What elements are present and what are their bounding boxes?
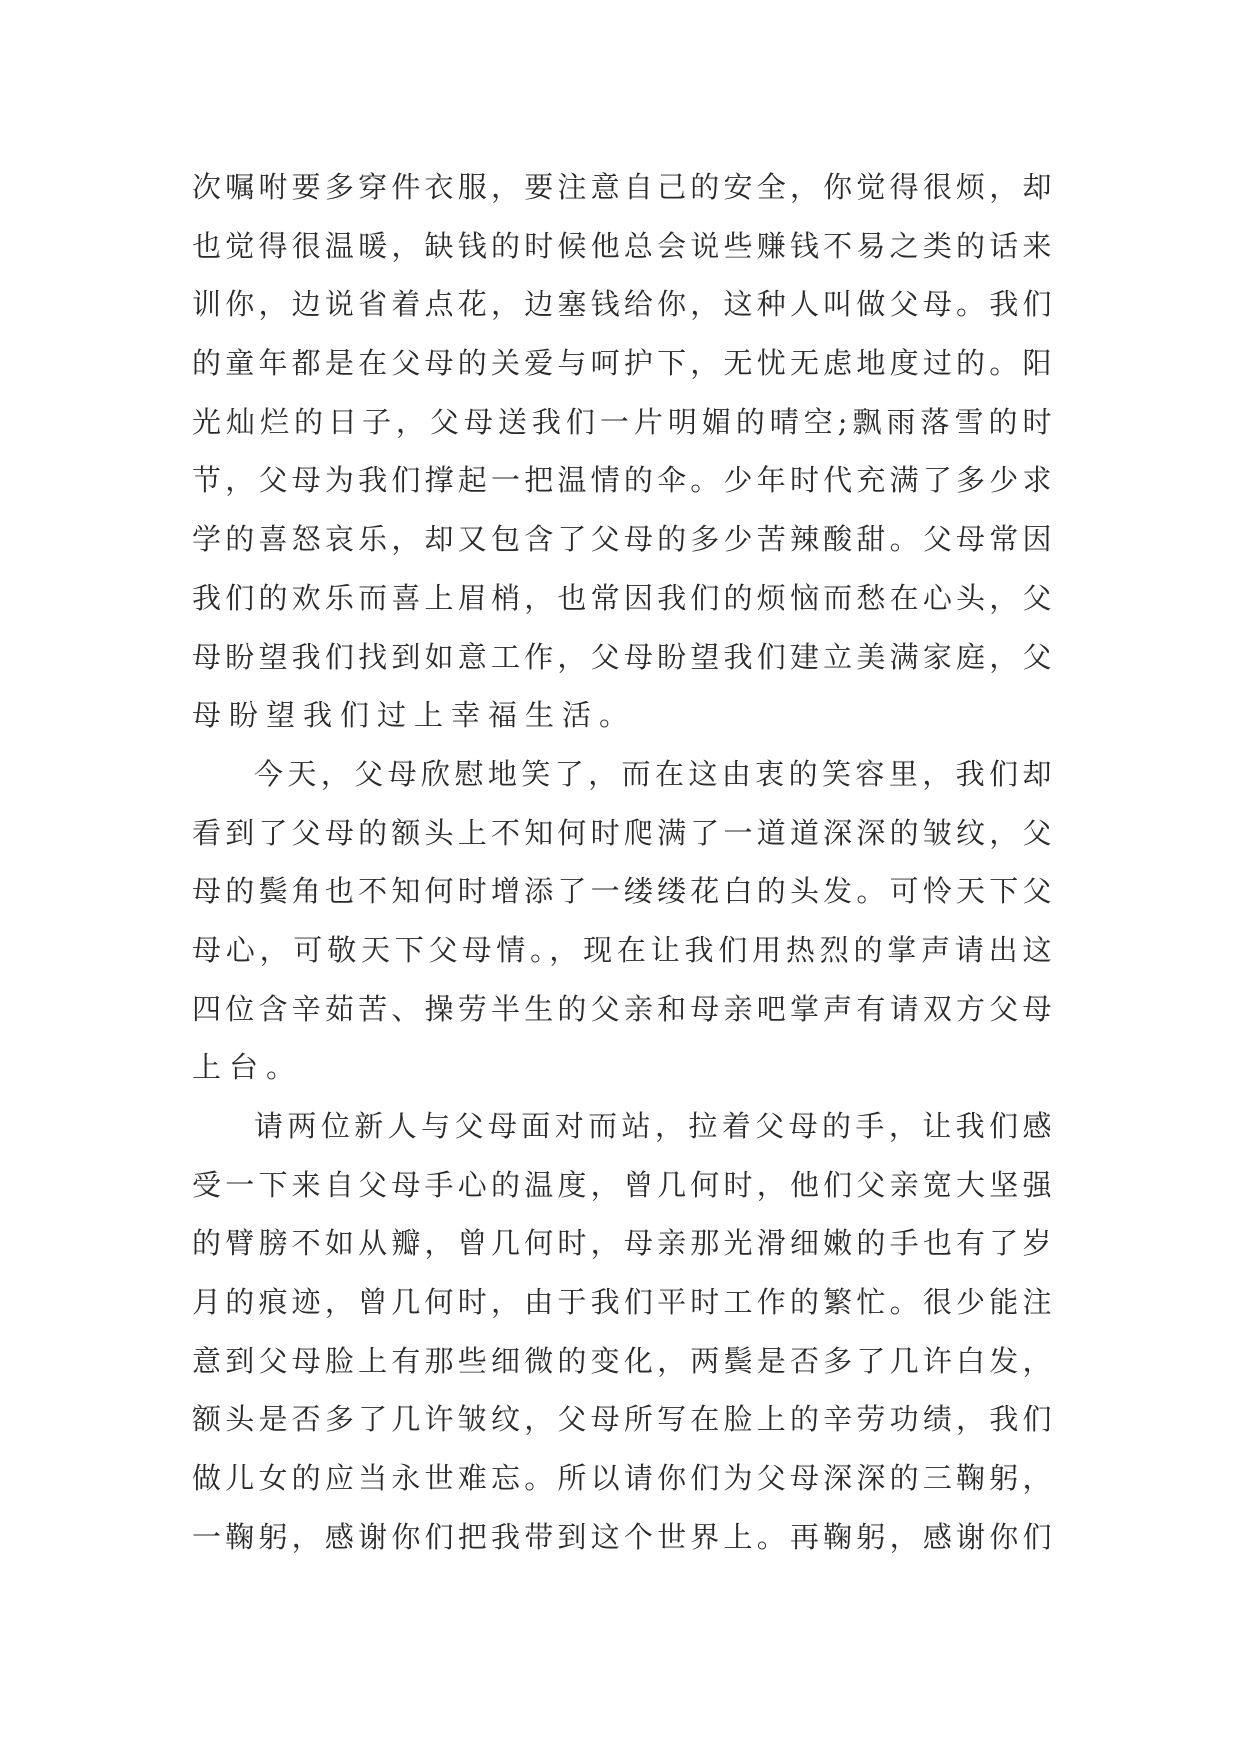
text-line: 月的痕迹，曾几何时，由于我们平时工作的繁忙。很少能注 — [192, 1285, 1052, 1320]
text-line: 节，父母为我们撑起一把温情的伞。少年时代充满了多少求 — [192, 463, 1052, 498]
text-line: 母盼望我们过上幸福生活。 — [192, 698, 637, 733]
text-line: 光灿烂的日子，父母送我们一片明媚的晴空;飘雨落雪的时 — [192, 404, 1052, 439]
text-line: 我们的欢乐而喜上眉梢，也常因我们的烦恼而愁在心头，父 — [192, 580, 1052, 615]
text-line: 的臂膀不如从瓣，曾几何时，母亲那光滑细嫩的手也有了岁 — [192, 1226, 1052, 1261]
text-line: 母心，可敬天下父母情。，现在让我们用热烈的掌声请出这 — [192, 932, 1052, 967]
text-line: 母盼望我们找到如意工作，父母盼望我们建立美满家庭，父 — [192, 639, 1052, 674]
text-line: 次嘱咐要多穿件衣服，要注意自己的安全，你觉得很烦，却 — [192, 170, 1052, 204]
text-line: 看到了父母的额头上不知何时爬满了一道道深深的皱纹，父 — [192, 815, 1052, 850]
text-line: 训你，边说省着点花，边塞钱给你，这种人叫做父母。我们 — [192, 287, 1052, 322]
text-line: 学的喜怒哀乐，却又包含了父母的多少苦辣酸甜。父母常因 — [192, 522, 1052, 557]
text-line: 意到父母脸上有那些细微的变化，两鬓是否多了几许白发， — [192, 1343, 1052, 1378]
document-body — [192, 158, 1052, 1567]
text-line: 受一下来自父母手心的温度，曾几何时，他们父亲宽大坚强 — [192, 1167, 1052, 1202]
text-line: 的童年都是在父母的关爱与呵护下，无忧无虑地度过的。阳 — [192, 346, 1052, 381]
paragraph-first-line: 今天，父母欣慰地笑了，而在这由衷的笑容里，我们却 — [254, 756, 1052, 791]
text-line: 额头是否多了几许皱纹，父母所写在脸上的辛劳功绩，我们 — [192, 1402, 1052, 1437]
text-line: 也觉得很温暖，缺钱的时候他总会说些赚钱不易之类的话来 — [192, 228, 1052, 263]
text-line: 四位含辛茹苦、操劳半生的父亲和母亲吧掌声有请双方父母 — [192, 991, 1052, 1026]
text-line: 做儿女的应当永世难忘。所以请你们为父母深深的三鞠躬， — [192, 1461, 1052, 1496]
paragraph-first-line: 请两位新人与父母面对而站，拉着父母的手，让我们感 — [254, 1109, 1052, 1143]
text-line: 一鞠躬，感谢你们把我带到这个世界上。再鞠躬，感谢你们 — [192, 1519, 1052, 1554]
text-line: 上台。 — [192, 1050, 304, 1085]
text-line: 母的鬓角也不知何时增添了一缕缕花白的头发。可怜天下父 — [192, 874, 1052, 909]
